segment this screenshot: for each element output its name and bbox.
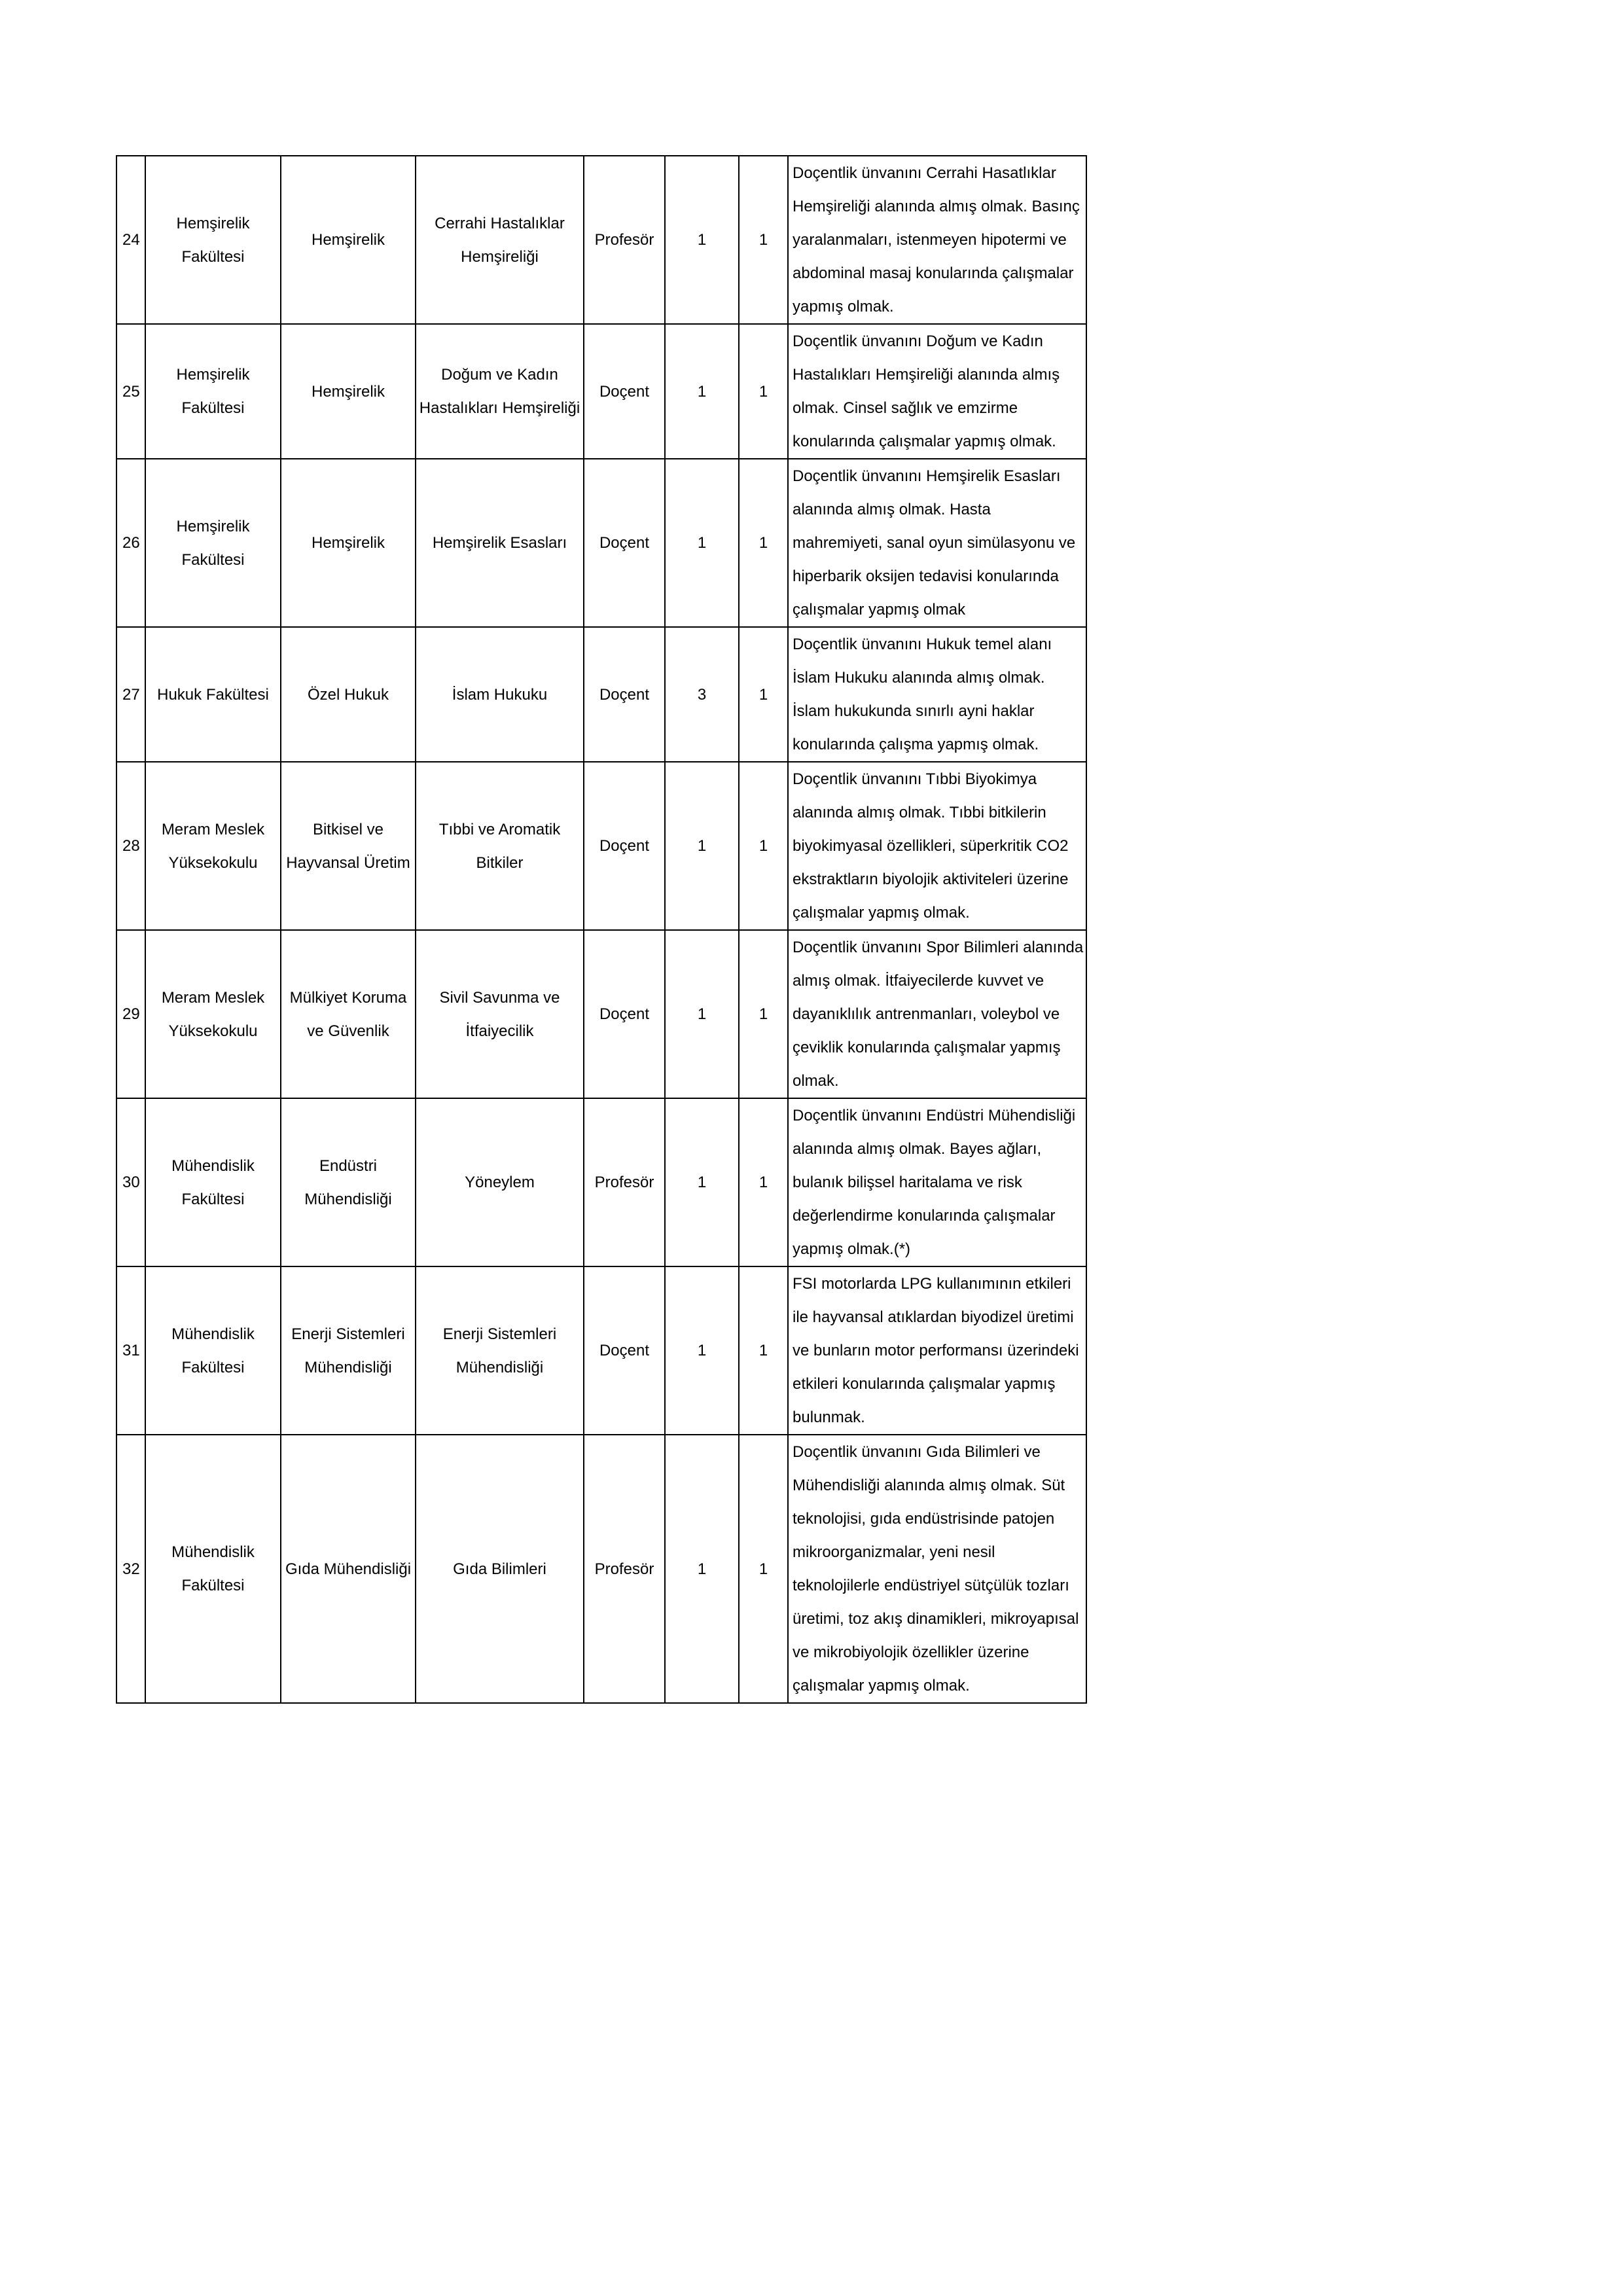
- count-value-1: 1: [697, 1342, 707, 1359]
- count-cell-1: [665, 459, 739, 627]
- faculty-cell: [145, 930, 281, 1098]
- row-number: 24: [122, 231, 140, 249]
- program-cell: [416, 156, 584, 324]
- academic-title: Profesör: [594, 1560, 654, 1578]
- department-name: Endüstri Mühendisliği: [304, 1157, 392, 1208]
- row-number: 29: [122, 1005, 140, 1023]
- program-name: Doğum ve Kadın Hastalıkları Hemşireliği: [419, 366, 580, 417]
- department-name: Hemşirelik: [311, 382, 385, 401]
- requirement-description: Doçentlik ünvanını Hemşirelik Esasları alanında almış olmak. Hasta mahremiyeti, sanal oyun simülasyonu ve hiperbarik oksijen tedavisi konularında çalışmalar yapmış olmak: [793, 467, 1076, 619]
- department-cell: [281, 156, 416, 324]
- row-number-cell: [116, 930, 145, 1098]
- faculty-name: Hukuk Fakültesi: [157, 685, 269, 704]
- program-name: Gıda Bilimleri: [453, 1560, 546, 1578]
- faculty-cell: [145, 1266, 281, 1435]
- count-value-2: 1: [758, 1342, 768, 1359]
- count-value-2: 1: [758, 534, 768, 552]
- department-cell: [281, 627, 416, 762]
- department-name: Özel Hukuk: [307, 685, 389, 704]
- count-cell-2: [739, 627, 788, 762]
- program-cell: [416, 762, 584, 930]
- description-cell: [788, 324, 1086, 459]
- row-number-cell: [116, 1266, 145, 1435]
- table-row: [116, 762, 1086, 930]
- title-cell: [584, 930, 665, 1098]
- count-value-1: 1: [697, 1560, 707, 1578]
- row-number-cell: [116, 762, 145, 930]
- academic-title: Doçent: [599, 685, 650, 704]
- count-value-1: 1: [697, 1174, 707, 1191]
- program-cell: [416, 1435, 584, 1703]
- title-cell: [584, 762, 665, 930]
- program-name: Tıbbi ve Aromatik Bitkiler: [438, 820, 561, 872]
- academic-title: Doçent: [599, 837, 650, 855]
- requirement-description: Doçentlik ünvanını Hukuk temel alanı İslam Hukuku alanında almış olmak. İslam hukukunda sınırlı ayni haklar konularında çalışma yapmış olmak.: [793, 636, 1052, 753]
- description-cell: [788, 1435, 1086, 1703]
- department-cell: [281, 1435, 416, 1703]
- table-row: [116, 1098, 1086, 1266]
- department-name: Gıda Mühendisliği: [285, 1560, 412, 1578]
- count-cell-2: [739, 1266, 788, 1435]
- faculty-cell: [145, 459, 281, 627]
- count-value-1: 1: [697, 231, 707, 249]
- department-name: Bitkisel ve Hayvansal Üretim: [286, 820, 410, 872]
- program-name: İslam Hukuku: [452, 685, 548, 704]
- count-value-1: 1: [697, 1005, 707, 1023]
- row-number: 28: [122, 837, 140, 855]
- faculty-name: Hemşirelik Fakültesi: [176, 517, 250, 569]
- faculty-name: Hemşirelik Fakültesi: [176, 366, 250, 417]
- table-body: [116, 156, 1086, 1703]
- count-cell-1: [665, 930, 739, 1098]
- count-value-2: 1: [758, 685, 768, 704]
- count-value-1: 1: [697, 382, 707, 401]
- academic-title: Doçent: [599, 534, 650, 552]
- count-cell-2: [739, 156, 788, 324]
- title-cell: [584, 459, 665, 627]
- count-cell-1: [665, 156, 739, 324]
- row-number: 30: [122, 1174, 140, 1191]
- program-name: Yöneylem: [465, 1174, 535, 1191]
- program-cell: [416, 324, 584, 459]
- title-cell: [584, 1098, 665, 1266]
- row-number-cell: [116, 1435, 145, 1703]
- description-cell: [788, 459, 1086, 627]
- program-name: Hemşirelik Esasları: [432, 534, 567, 552]
- count-cell-2: [739, 1435, 788, 1703]
- count-cell-2: [739, 459, 788, 627]
- description-cell: [788, 930, 1086, 1098]
- count-value-2: 1: [758, 1560, 768, 1578]
- row-number: 32: [122, 1560, 140, 1578]
- department-cell: [281, 459, 416, 627]
- table-row: [116, 459, 1086, 627]
- count-cell-1: [665, 324, 739, 459]
- row-number-cell: [116, 1098, 145, 1266]
- requirement-description: Doçentlik ünvanını Endüstri Mühendisliği alanında almış olmak. Bayes ağları, bulanık bilişsel haritalama ve risk değerlendirme konularında çalışmalar yapmış olmak.(*): [793, 1107, 1076, 1258]
- faculty-name: Mühendislik Fakültesi: [171, 1543, 255, 1594]
- academic-title: Doçent: [599, 382, 650, 401]
- requirement-description: Doçentlik ünvanını Tıbbi Biyokimya alanında almış olmak. Tıbbi bitkilerin biyokimyasal özellikleri, süperkritik CO2 ekstraktların biyolojik aktiviteleri üzerine çalışmalar yapmış olmak.: [793, 770, 1069, 922]
- count-value-1: 1: [697, 534, 707, 552]
- department-cell: [281, 762, 416, 930]
- faculty-cell: [145, 627, 281, 762]
- department-name: Hemşirelik: [311, 231, 385, 249]
- description-cell: [788, 1098, 1086, 1266]
- department-name: Hemşirelik: [311, 534, 385, 552]
- count-cell-1: [665, 762, 739, 930]
- count-value-2: 1: [758, 382, 768, 401]
- table-row: [116, 1435, 1086, 1703]
- row-number: 26: [122, 534, 140, 552]
- academic-title: Doçent: [599, 1005, 650, 1023]
- academic-title: Profesör: [594, 1174, 654, 1191]
- title-cell: [584, 1435, 665, 1703]
- requirement-description: Doçentlik ünvanını Cerrahi Hasatlıklar Hemşireliği alanında almış olmak. Basınç yaralanmaları, istenmeyen hipotermi ve abdominal masaj konularında çalışmalar yapmış olmak.: [793, 164, 1080, 315]
- requirement-description: FSI motorlarda LPG kullanımının etkileri ile hayvansal atıklardan biyodizel üretimi ve bunların motor performansı üzerindeki etkileri konularında çalışmalar yapmış bulunmak.: [793, 1275, 1079, 1426]
- academic-title: Profesör: [594, 231, 654, 249]
- count-cell-2: [739, 930, 788, 1098]
- table-row: [116, 156, 1086, 324]
- positions-table: [116, 155, 1087, 1704]
- program-cell: [416, 1266, 584, 1435]
- requirement-description: Doçentlik ünvanını Doğum ve Kadın Hastalıkları Hemşireliği alanında almış olmak. Cinsel sağlık ve emzirme konularında çalışmalar yapmış olmak.: [793, 332, 1060, 450]
- faculty-cell: [145, 324, 281, 459]
- title-cell: [584, 324, 665, 459]
- table-row: [116, 930, 1086, 1098]
- row-number-cell: [116, 627, 145, 762]
- title-cell: [584, 1266, 665, 1435]
- program-name: Enerji Sistemleri Mühendisliği: [442, 1325, 557, 1376]
- faculty-name: Meram Meslek Yüksekokulu: [161, 988, 265, 1040]
- count-value-2: 1: [758, 1174, 768, 1191]
- program-cell: [416, 627, 584, 762]
- program-name: Cerrahi Hastalıklar Hemşireliği: [435, 214, 565, 266]
- row-number: 31: [122, 1342, 140, 1359]
- title-cell: [584, 156, 665, 324]
- requirement-description: Doçentlik ünvanını Spor Bilimleri alanında almış olmak. İtfaiyecilerde kuvvet ve dayanıklılık antrenmanları, voleybol ve çeviklik konularında çalışmalar yapmış olmak.: [793, 939, 1084, 1090]
- program-cell: [416, 1098, 584, 1266]
- faculty-name: Mühendislik Fakültesi: [171, 1157, 255, 1208]
- requirement-description: Doçentlik ünvanını Gıda Bilimleri ve Mühendisliği alanında almış olmak. Süt teknolojisi, gıda endüstrisinde patojen mikroorganizmalar, yeni nesil teknolojilerle endüstriyel sütçülük tozları üretimi, toz akış dinamikleri, mikroyapısal ve mikrobiyolojik özellikler üzerine çalışmalar yapmış olmak.: [793, 1443, 1079, 1695]
- description-cell: [788, 1266, 1086, 1435]
- department-name: Mülkiyet Koruma ve Güvenlik: [289, 988, 407, 1040]
- faculty-cell: [145, 1098, 281, 1266]
- count-cell-1: [665, 627, 739, 762]
- count-cell-2: [739, 1098, 788, 1266]
- count-cell-2: [739, 324, 788, 459]
- program-name: Sivil Savunma ve İtfaiyecilik: [439, 988, 560, 1040]
- count-cell-1: [665, 1266, 739, 1435]
- faculty-cell: [145, 762, 281, 930]
- faculty-name: Meram Meslek Yüksekokulu: [161, 820, 265, 872]
- description-cell: [788, 627, 1086, 762]
- table-row: [116, 1266, 1086, 1435]
- faculty-cell: [145, 1435, 281, 1703]
- title-cell: [584, 627, 665, 762]
- row-number: 25: [122, 382, 140, 401]
- count-value-2: 1: [758, 1005, 768, 1023]
- program-cell: [416, 459, 584, 627]
- row-number-cell: [116, 156, 145, 324]
- department-cell: [281, 1266, 416, 1435]
- count-value-2: 1: [758, 837, 768, 855]
- count-cell-2: [739, 762, 788, 930]
- program-cell: [416, 930, 584, 1098]
- faculty-name: Mühendislik Fakültesi: [171, 1325, 255, 1376]
- faculty-name: Hemşirelik Fakültesi: [176, 214, 250, 266]
- description-cell: [788, 156, 1086, 324]
- row-number-cell: [116, 324, 145, 459]
- table-row: [116, 627, 1086, 762]
- count-cell-1: [665, 1435, 739, 1703]
- department-cell: [281, 930, 416, 1098]
- count-value-1: 3: [697, 685, 707, 704]
- academic-title: Doçent: [599, 1342, 650, 1359]
- department-cell: [281, 1098, 416, 1266]
- count-cell-1: [665, 1098, 739, 1266]
- description-cell: [788, 762, 1086, 930]
- count-value-1: 1: [697, 837, 707, 855]
- row-number: 27: [122, 685, 140, 704]
- department-name: Enerji Sistemleri Mühendisliği: [291, 1325, 405, 1376]
- faculty-cell: [145, 156, 281, 324]
- department-cell: [281, 324, 416, 459]
- row-number-cell: [116, 459, 145, 627]
- table-row: [116, 324, 1086, 459]
- count-value-2: 1: [758, 231, 768, 249]
